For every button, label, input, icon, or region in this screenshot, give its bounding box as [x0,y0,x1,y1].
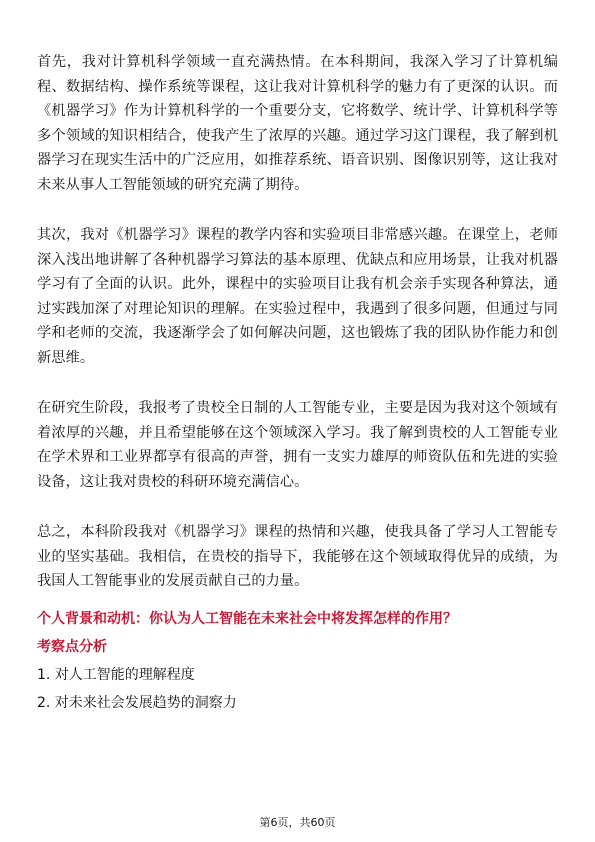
analysis-point-2: 2. 对未来社会发展趋势的洞察力 [37,694,237,711]
analysis-point-1: 1. 对人工智能的理解程度 [37,666,195,683]
analysis-heading: 考察点分析 [37,638,107,655]
paragraph-2: 其次，我对《机器学习》课程的教学内容和实验项目非常感兴趣。在课堂上，老师深入浅出地讲解了各种机器学习算法的基本原理、优缺点和应用场景，让我对机器学习有了全面的认识。此外，课程中的实验项目让我有机会亲手实现各种算法，通过实践加深了对理论知识的理解。在实验过程中，我遇到了很多问题，但通过与同学和老师的交流，我逐渐学会了如何解决问题，这也锻炼了我的团队协作能力和创新思维。 [37,227,558,366]
paragraph-1: 首先，我对计算机科学领域一直充满热情。在本科期间，我深入学习了计算机编程、数据结构、操作系统等课程，这让我对计算机科学的魅力有了更深的认识。而《机器学习》作为计算机科学的一个重要分支，它将数学、统计学、计算机科学等多个领域的知识相结合，使我产生了浓厚的兴趣。通过学习这门课程，我了解到机器学习在现实生活中的广泛应用，如推荐系统、语音识别、图像识别等，这让我对未来从事人工智能领域的研究充满了期待。 [37,54,558,193]
paragraph-3: 在研究生阶段，我报考了贵校全日制的人工智能专业，主要是因为我对这个领域有着浓厚的兴趣，并且希望能够在这个领域深入学习。我了解到贵校的人工智能专业在学术界和工业界都享有很高的声誉，拥有一支实力雄厚的师资队伍和先进的实验设备，这让我对贵校的科研环境充满信心。 [37,400,558,490]
page-number-footer: 第6页，共60页 [259,816,336,829]
interview-question: 个人背景和动机：你认为人工智能在未来社会中将发挥怎样的作用？ [37,610,457,627]
document-content [37,50,558,720]
paragraph-4: 总之，本科阶段我对《机器学习》课程的热情和兴趣，使我具备了学习人工智能专业的坚实基础。我相信，在贵校的指导下，我能够在这个领域取得优异的成绩，为我国人工智能事业的发展贡献自己的力量。 [37,524,558,589]
